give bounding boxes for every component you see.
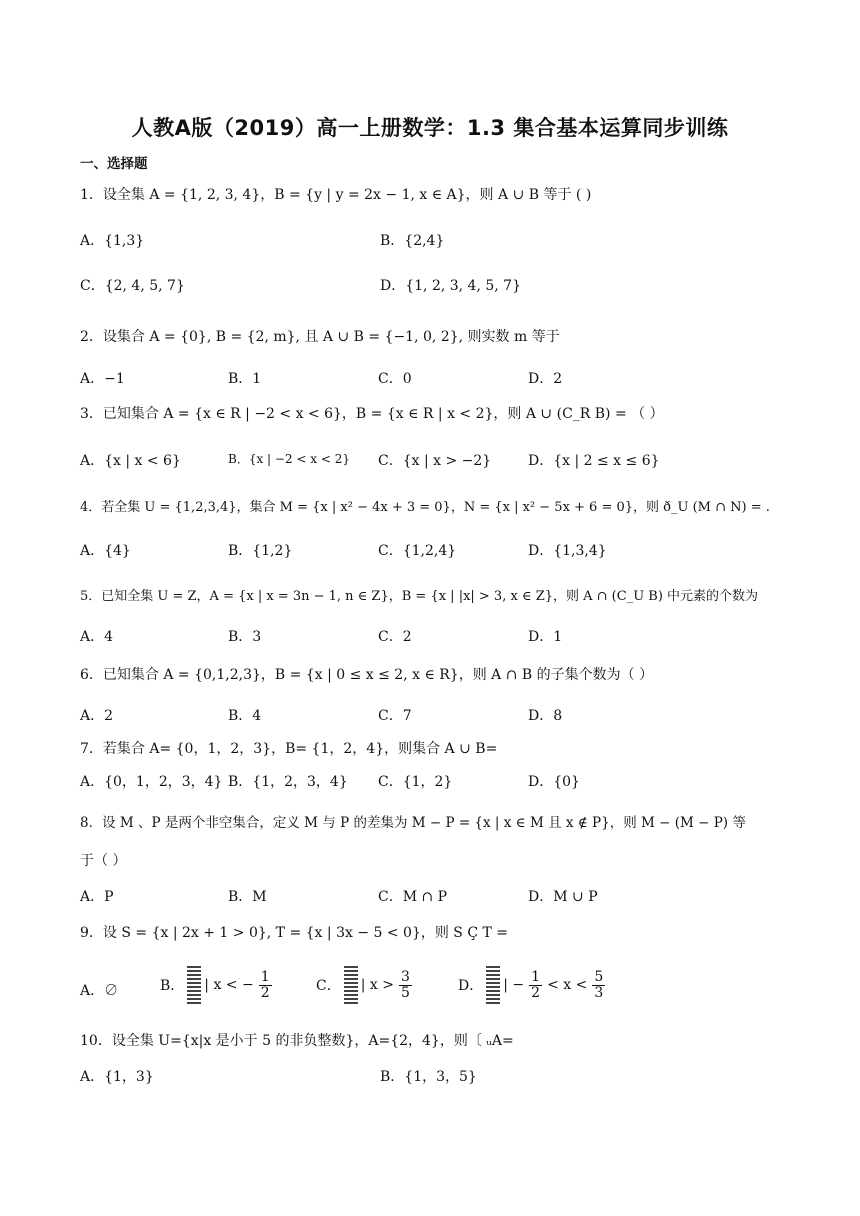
question-5-option-b: B．3 xyxy=(228,629,262,645)
fraction xyxy=(529,970,542,1000)
question-10-option-b: B．{1，3，5} xyxy=(380,1069,477,1085)
garbled-brace-glyph xyxy=(486,966,500,1004)
question-8-option-b: B．M xyxy=(228,889,267,905)
question-6-option-c: C．7 xyxy=(378,708,412,724)
question-6-option-a: A．2 xyxy=(80,708,114,724)
question-8-option-d: D．M ∪ P xyxy=(528,889,598,905)
denominator: 2 xyxy=(260,984,270,1001)
question-6-option-d: D．8 xyxy=(528,708,563,724)
question-4-option-a: A．{4} xyxy=(80,543,131,559)
question-1-stem: 1．设全集 A = {1, 2, 3, 4}，B = {y | y = 2x − 1, x ∈ A}，则 A ∪ B 等于 ( ) xyxy=(80,187,592,203)
question-2-option-d: D．2 xyxy=(528,371,563,387)
denominator: 3 xyxy=(594,984,604,1001)
question-7-option-d: D．{0} xyxy=(528,774,580,790)
question-3-option-c: C．{x | x > −2} xyxy=(378,453,492,469)
set-condition: | x > xyxy=(360,977,394,993)
fraction xyxy=(592,970,605,1000)
question-3-option-b: B．{x | −2 < x < 2} xyxy=(228,452,350,466)
question-2-stem: 2．设集合 A = {0}, B = {2, m}, 且 A ∪ B = {−1, 0, 2}, 则实数 m 等于 xyxy=(80,329,560,345)
question-9-stem: 9．设 S = {x | 2x + 1 > 0}, T = {x | 3x − 5 < 0}，则 S Ç T = xyxy=(80,925,509,941)
question-1-option-c: C．{2, 4, 5, 7} xyxy=(80,278,185,294)
numerator: 1 xyxy=(260,968,270,985)
question-3-option-a: A．{x | x < 6} xyxy=(80,453,181,469)
question-10-option-a: A．{1，3} xyxy=(80,1069,154,1085)
question-2-option-a: A．−1 xyxy=(80,371,125,387)
question-4-stem: 4．若全集 U = {1,2,3,4}，集合 M = {x | x² − 4x + 3 = 0}，N = {x | x² − 5x + 6 = 0}，则 ð_U (M ∩ N) = . xyxy=(80,500,770,515)
question-8-option-c: C．M ∩ P xyxy=(378,889,448,905)
denominator: 2 xyxy=(531,984,541,1001)
question-4-option-b: B．{1,2} xyxy=(228,543,293,559)
question-9-option-a: A．∅ xyxy=(80,983,119,999)
question-6-option-b: B．4 xyxy=(228,708,262,724)
question-7-option-a: A．{0，1，2，3，4} xyxy=(80,774,223,790)
question-7-stem: 7．若集合 A= {0，1，2，3}，B= {1，2，4}，则集合 A ∪ B= xyxy=(80,741,498,757)
question-2-option-b: B．1 xyxy=(228,371,262,387)
question-8-stem-continued: 于（ ） xyxy=(80,853,127,869)
garbled-brace-glyph xyxy=(187,966,201,1004)
question-8-stem: 8．设 M 、P 是两个非空集合，定义 M 与 P 的差集为 M − P = {x | x ∈ M 且 x ∉ P}，则 M − (M − P) 等 xyxy=(80,815,746,831)
question-5-option-a: A．4 xyxy=(80,629,114,645)
denominator: 5 xyxy=(400,984,410,1001)
numerator: 1 xyxy=(531,968,541,985)
question-9-option-b xyxy=(160,966,274,1004)
question-1-option-b: B．{2,4} xyxy=(380,233,445,249)
question-3-option-d: D．{x | 2 ≤ x ≤ 6} xyxy=(528,453,660,469)
question-5-option-d: D．1 xyxy=(528,629,563,645)
fraction xyxy=(399,970,412,1000)
question-9-option-c xyxy=(316,966,414,1004)
set-condition-middle: < x < xyxy=(547,977,588,993)
question-10-stem: 10．设全集 U={x|x 是小于 5 的非负整数}，A={2，4}，则〔 ᵤA= xyxy=(80,1033,514,1049)
question-1-option-a: A．{1,3} xyxy=(80,233,145,249)
option-label: D． xyxy=(458,978,484,994)
question-5-option-c: C．2 xyxy=(378,629,412,645)
question-3-stem: 3．已知集合 A = {x ∈ R | −2 < x < 6}，B = {x ∈ R | x < 2}，则 A ∪ (C_R B) = （ ） xyxy=(80,406,664,422)
numerator: 3 xyxy=(400,968,410,985)
option-label: B． xyxy=(160,978,185,994)
question-7-option-b: B．{1，2，3，4} xyxy=(228,774,348,790)
question-9-option-d xyxy=(458,966,607,1004)
garbled-brace-glyph xyxy=(344,966,358,1004)
question-6-stem: 6．已知集合 A = {0,1,2,3}，B = {x | 0 ≤ x ≤ 2, x ∈ R}，则 A ∩ B 的子集个数为（ ） xyxy=(80,667,654,683)
section-heading: 一、选择题 xyxy=(80,156,148,172)
question-4-option-d: D．{1,3,4} xyxy=(528,543,607,559)
question-2-option-c: C．0 xyxy=(378,371,412,387)
numerator: 5 xyxy=(594,968,604,985)
page-title: 人教A版（2019）高一上册数学：1.3 集合基本运算同步训练 xyxy=(131,116,729,140)
question-4-option-c: C．{1,2,4} xyxy=(378,543,457,559)
fraction xyxy=(259,970,272,1000)
option-label: C． xyxy=(316,978,341,994)
question-7-option-c: C．{1，2} xyxy=(378,774,453,790)
question-5-stem: 5．已知全集 U = Z，A = {x | x = 3n − 1, n ∈ Z}，B = {x | |x| > 3, x ∈ Z}，则 A ∩ (C_U B) 中元素的个数为 xyxy=(80,589,759,604)
set-condition: | x < − xyxy=(204,977,254,993)
question-1-option-d: D．{1, 2, 3, 4, 5, 7} xyxy=(380,278,521,294)
question-8-option-a: A．P xyxy=(80,889,114,905)
set-condition: | − xyxy=(503,977,525,993)
